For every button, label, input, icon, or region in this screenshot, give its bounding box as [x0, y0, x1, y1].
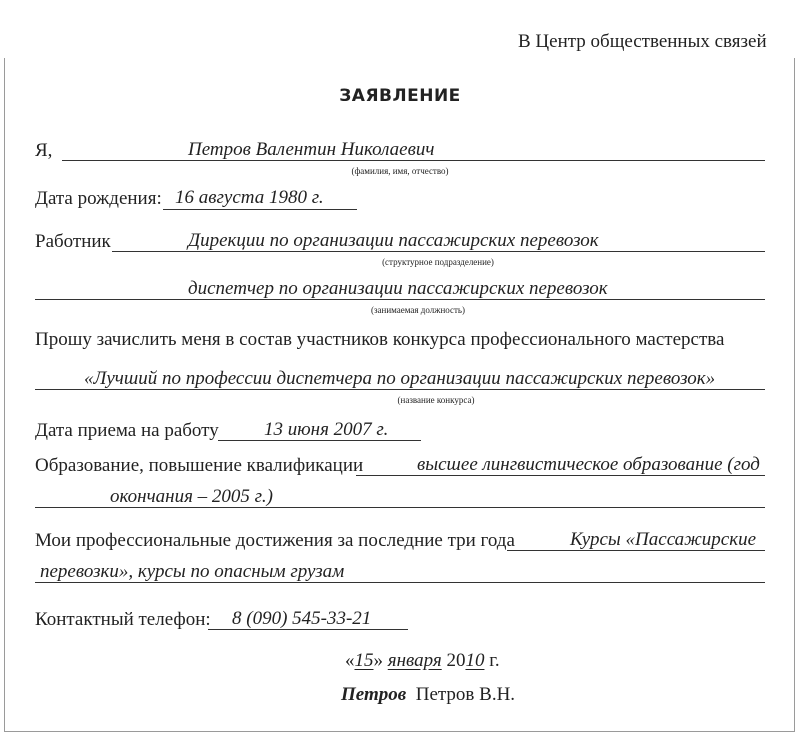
contest-caption: (название конкурса) [397, 395, 475, 405]
date-month: января [387, 650, 442, 671]
addressee: В Центр общественных связей [518, 31, 767, 52]
date-year-suffix: 10 [465, 650, 485, 671]
position-caption: (занимаемая должность) [370, 305, 466, 315]
worker-caption: (структурное подразделение) [382, 257, 494, 267]
date-line [345, 650, 500, 672]
date-year-prefix: 20 [446, 650, 466, 671]
worker-value: Дирекции по организации пассажирских перевозок [188, 230, 599, 251]
name-caption: (фамилия, имя, отчество) [351, 166, 449, 176]
name-value: Петров Валентин Николаевич [188, 139, 435, 160]
achievements-value-2: перевозки», курсы по опасным грузам [40, 561, 345, 582]
page-title: ЗАЯВЛЕНИЕ [339, 86, 461, 106]
phone-value: 8 (090) 545-33-21 [232, 608, 372, 629]
hire-label: Дата приема на работу [35, 420, 219, 441]
birth-label: Дата рождения: [35, 188, 162, 209]
education-value-2: окончания – 2005 г.) [110, 486, 273, 507]
signature-printed: Петров В.Н. [415, 684, 516, 705]
education-value-1: высшее лингвистическое образование (год [417, 454, 760, 475]
birth-value: 16 августа 1980 г. [175, 187, 324, 208]
name-label: Я, [35, 140, 53, 161]
date-day: 15 [354, 650, 374, 671]
signature-handwritten: Петров [341, 684, 407, 705]
achievements-label: Мои профессиональные достижения за последние три года [35, 530, 515, 551]
hire-value: 13 июня 2007 г. [264, 419, 389, 440]
date-year-end: г. [489, 650, 500, 671]
education-label: Образование, повышение квалификации [35, 455, 364, 476]
achievements-value-1: Курсы «Пассажирские [570, 529, 757, 550]
worker-label: Работник [35, 231, 111, 252]
birth-underline [163, 209, 357, 210]
contest-value: «Лучший по профессии диспетчера по организации пассажирских перевозок» [84, 368, 716, 389]
position-value: диспетчер по организации пассажирских перевозок [188, 278, 608, 299]
phone-label: Контактный телефон: [35, 609, 211, 630]
date-close-quote: » [373, 650, 383, 671]
date-open-quote: « [345, 650, 355, 671]
signature-line [341, 684, 515, 706]
request-text: Прошу зачислить меня в состав участников конкурса профессионального мастерства [35, 329, 725, 350]
